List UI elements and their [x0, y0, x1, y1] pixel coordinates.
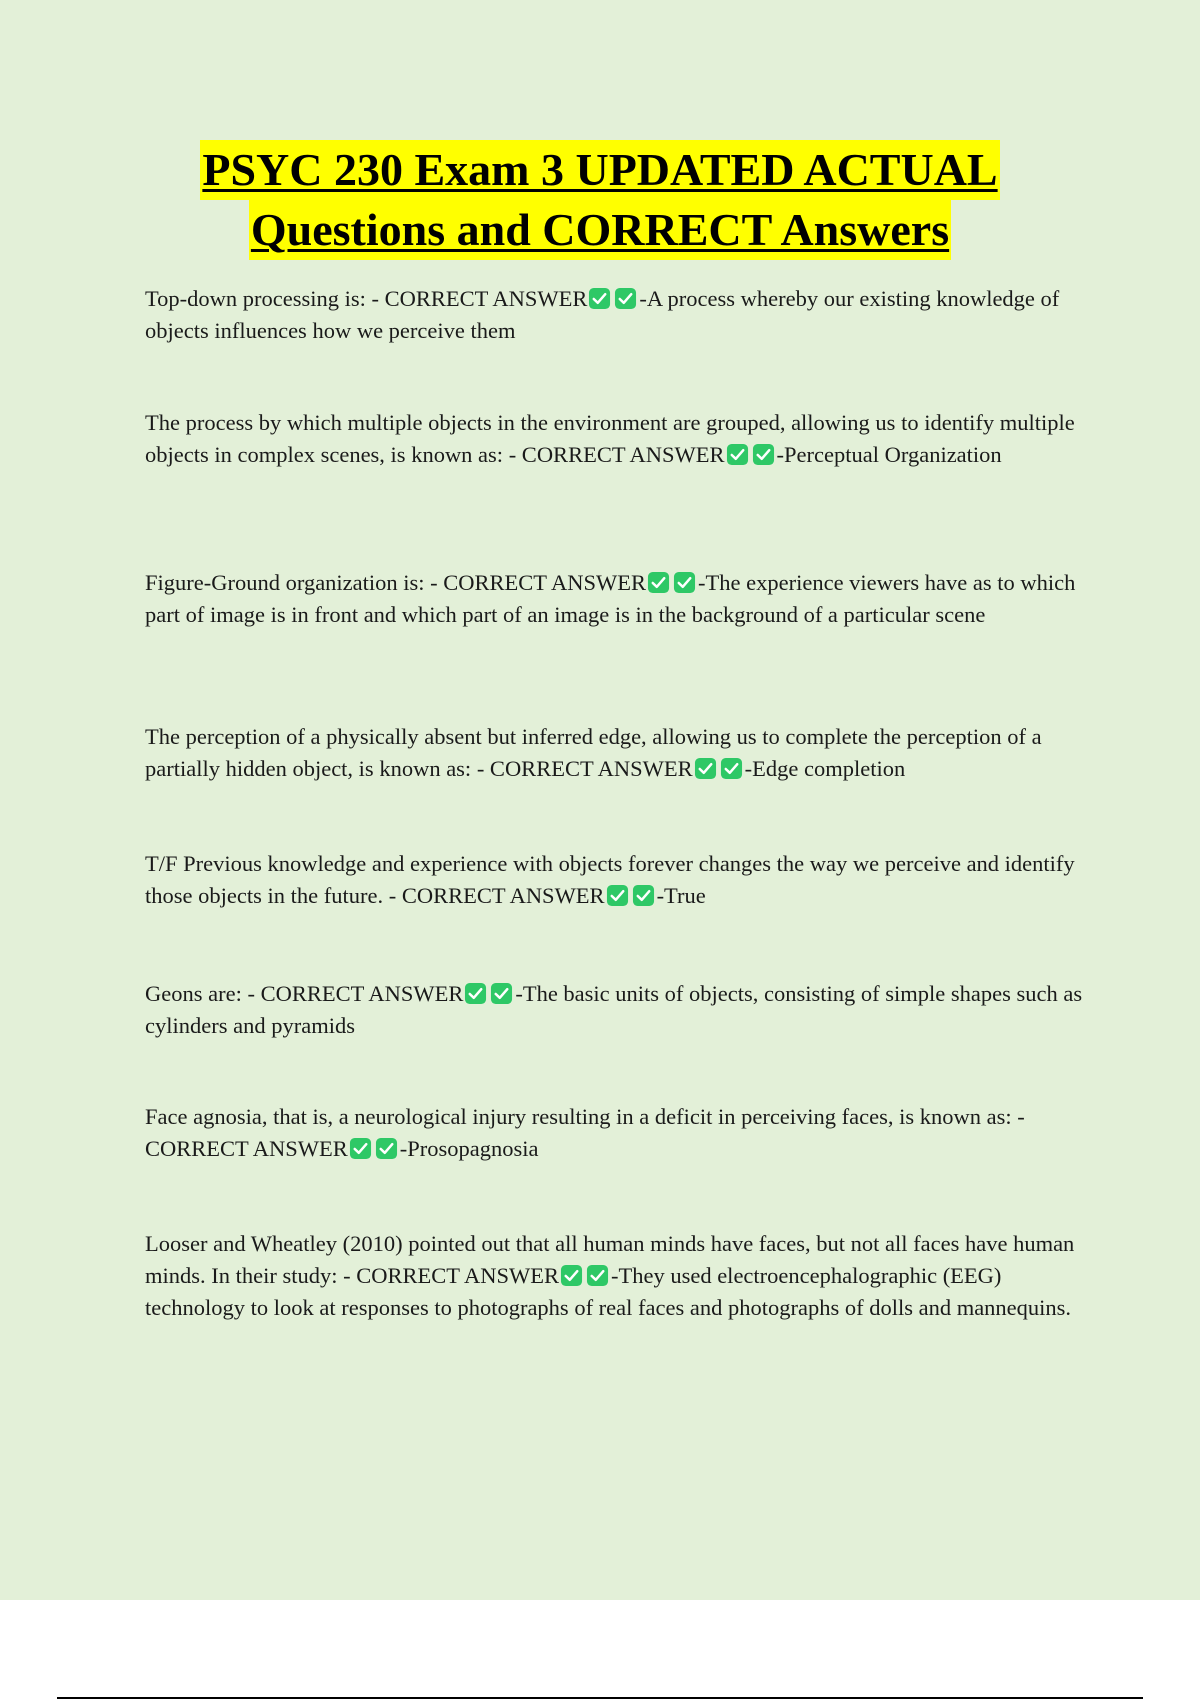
qa-item-7	[145, 1101, 1090, 1165]
answer-text: -The basic units of objects, consisting of simple shapes such as cylinders and pyramids	[145, 981, 1083, 1038]
answer-text: -The experience viewers have as to which part of image is in front and which part of an image is in the background of a particular scene	[145, 570, 1076, 627]
qa-item-1	[145, 283, 1090, 347]
question-text: Geons are:	[145, 981, 242, 1006]
qa-item-5	[145, 848, 1090, 912]
question-text: Top-down processing is:	[145, 286, 366, 311]
check-mark-button-icon	[490, 982, 513, 1005]
answer-text: -True	[656, 883, 706, 908]
answer-marker: - CORRECT ANSWER	[337, 1263, 559, 1288]
check-mark-button-icon	[614, 287, 637, 310]
answer-text: -Edge completion	[744, 756, 906, 781]
check-mark-button-icon	[673, 571, 696, 594]
answer-marker: - CORRECT ANSWER	[503, 442, 725, 467]
answer-marker: - CORRECT ANSWER	[241, 981, 464, 1006]
question-text: T/F Previous knowledge and experience with objects forever changes the way we perceive and identify those objects in the future.	[145, 851, 1075, 908]
question-text: Looser and Wheatley (2010) pointed out that all human minds have faces, but not all faces have human minds. In their study:	[145, 1231, 1075, 1288]
document-title	[60, 140, 1140, 260]
footer-rule	[57, 1697, 1143, 1699]
question-text: The perception of a physically absent but inferred edge, allowing us to complete the perception of a partially hidden object, is known as:	[145, 724, 1042, 781]
answer-text: -Prosopagnosia	[399, 1136, 539, 1161]
answer-marker: - CORRECT ANSWER	[424, 570, 647, 595]
check-mark-button-icon	[752, 443, 775, 466]
check-mark-button-icon	[464, 982, 487, 1005]
check-mark-button-icon	[720, 757, 743, 780]
qa-item-2	[145, 407, 1090, 471]
answer-marker: - CORRECT ANSWER	[145, 1104, 1025, 1161]
check-mark-button-icon	[606, 884, 629, 907]
answer-marker: - CORRECT ANSWER	[383, 883, 605, 908]
check-mark-button-icon	[632, 884, 655, 907]
answer-marker: - CORRECT ANSWER	[471, 756, 693, 781]
check-mark-button-icon	[586, 1264, 609, 1287]
question-text: Figure-Ground organization is:	[145, 570, 425, 595]
qa-item-3	[145, 567, 1090, 631]
qa-item-6	[145, 978, 1090, 1042]
qa-item-8	[145, 1228, 1090, 1324]
check-mark-button-icon	[560, 1264, 583, 1287]
check-mark-button-icon	[588, 287, 611, 310]
answer-text: -They used electroencephalographic (EEG) technology to look at responses to photographs of real faces and photographs of dolls and mannequins.	[145, 1263, 1072, 1320]
check-mark-button-icon	[375, 1137, 398, 1160]
check-mark-button-icon	[726, 443, 749, 466]
question-text: The process by which multiple objects in the environment are grouped, allowing us to identify multiple objects in complex scenes, is known as:	[145, 410, 1075, 467]
check-mark-button-icon	[349, 1137, 372, 1160]
title-line-1: PSYC 230 Exam 3 UPDATED ACTUAL	[200, 140, 999, 200]
answer-text: -A process whereby our existing knowledge of objects influences how we perceive them	[145, 286, 1060, 343]
question-text: Face agnosia, that is, a neurological injury resulting in a deficit in perceiving faces, is known as:	[145, 1104, 1012, 1129]
qa-item-4	[145, 721, 1090, 785]
check-mark-button-icon	[647, 571, 670, 594]
title-line-2: Questions and CORRECT Answers	[249, 200, 951, 260]
answer-marker: - CORRECT ANSWER	[365, 286, 588, 311]
answer-text: -Perceptual Organization	[776, 442, 1002, 467]
check-mark-button-icon	[694, 757, 717, 780]
